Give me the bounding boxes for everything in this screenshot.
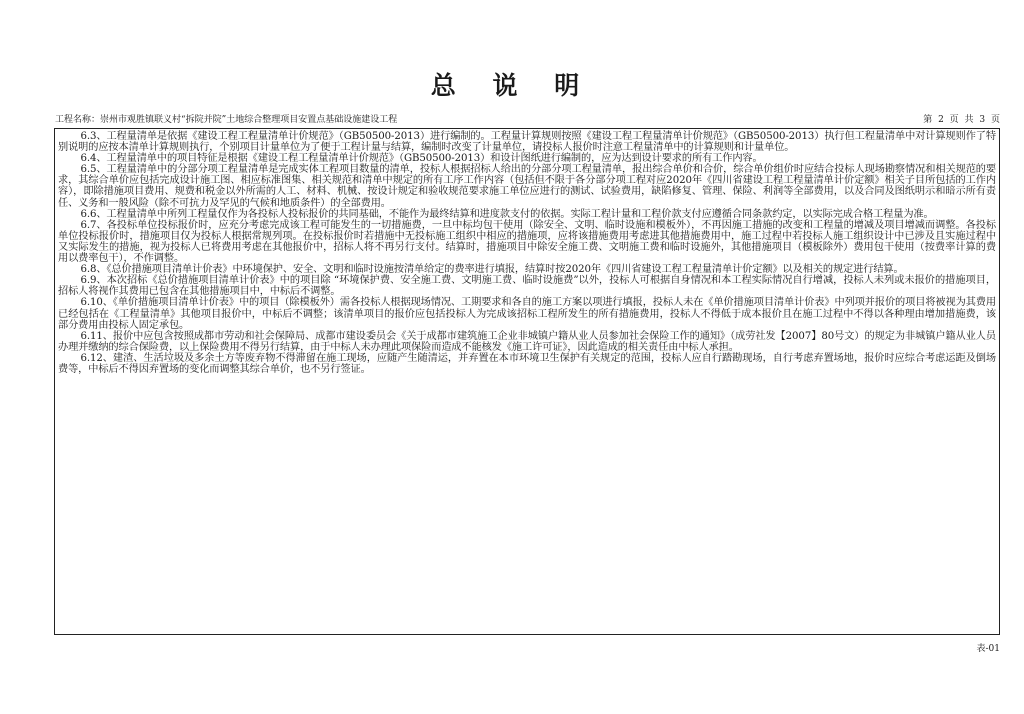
header-row [55,113,1000,127]
project-name: 工程名称：崇州市观胜镇联义村“拆院并院”土地综合整理项目安置点基础设施建设工程 [55,115,398,125]
document-title: 总 说 明 [430,71,594,100]
paragraph-6-6: 6.6、工程量清单中所列工程量仅作为各投标人投标报价的共同基础，不能作为最终结算和进度款支付的依据。实际工程计量和工程价款支付应遵循合同条款约定，以实际完成合格工程量为准。 [80,208,934,220]
content-frame [54,128,1000,635]
content-body [58,131,996,375]
paragraph-6-12: 6.12、建渣、生活垃圾及多余土方等废弃物不得滞留在施工现场，应随产生随清运，并弃置在本市环境卫生保护有关规定的范围，投标人应自行踏勘现场，自行考虑弃置场地，报价时应综合考虑运距及倒场费等，中标后不得因弃置场的变化而调整其综合单价，也不另行签证。 [58,352,996,375]
paragraph-6-11: 6.11、报价中应包含按照成都市劳动和社会保障局、成都市建设委员会《关于成都市建筑施工企业非城镇户籍从业人员参加社会保险工作的通知》（成劳社发【2007】80号文）的规定为非城镇户籍从业人员办理并缴纳的综合保险费，以上保险费用不得另行结算，由于中标人未办理此项保险而造成不能核发《施工许可证》，因此造成的相关责任由中标人承担。 [58,330,996,353]
page-info: 第 2 页 共 3 页 [923,115,1000,125]
paragraph-6-5: 6.5、工程量清单中的分部分项工程量清单是完成实体工程项目数量的清单，投标人根据招标人给出的分部分项工程量清单，报出综合单价和合价，综合单价组价时应结合投标人现场勘察情况和相关规范的要求，其综合单价应包括完成设计施工图、相应标准图集、相关规范和清单中规定的所有工序工作内容（包括但不限于各分部分项工程对应2020年《四川省建设工程工程量清单计价定额》相关子目所包括的工作内容），即除措施项目费用、规费和税金以外所需的人工、材料、机械、按设计规定和验收规范要求施工单位应进行的测试、试验费用，缺陷修复、管理、保险、利润等全部费用，以及合同及图纸明示和暗示所有责任、义务和一般风险（除不可抗力及罕见的气候和地质条件）的全部费用。 [58,164,996,209]
form-number: 表-01 [976,644,1000,654]
paragraph-6-10: 6.10、《单价措施项目清单计价表》中的项目（除模板外）需各投标人根据现场情况、工期要求和各自的施工方案以项进行填报，投标人未在《单价措施项目清单计价表》中列项并报价的项目将被视为其费用已经包括在《工程量清单》其他项目报价中，中标后不调整；该清单项目的报价应包括投标人为完成该招标工程所发生的所有措施费用，投标人不得低于成本报价且在施工过程中不得以各种理由增加措施费，该部分费用由投标人固定承包。 [58,297,996,331]
paragraph-6-7: 6.7、各投标单位投标报价时，应充分考虑完成该工程可能发生的一切措施费，一旦中标均包干使用（除安全、文明、临时设施和模板外），不再因施工措施的改变和工程量的增减及项目增减而调整。各投标单位投标报价时，措施项目仅为投标人根据常规列项。在投标报价时若措施中无投标施工组织中相应的措施项，应将该措施费用考虑进其他措施费用中，施工过程中若投标人施工组织设计中已涉及且实施过程中又实际发生的措施，视为投标人已将费用考虑在其他报价中，招标人将不再另行支付。结算时，措施项目中除安全施工费、文明施工费和临时设施外，其他措施项目（模板除外）费用包干使用（按费率计算的费用以费率包干），不作调整。 [58,219,996,265]
paragraph-6-9: 6.9、本次招标《总价措施项目清单计价表》中的项目除 “环境保护费、安全施工费、文明施工费、临时设施费”以外，投标人可根据自身情况和本工程实际情况自行增减，投标人未列或未报价的措施项目，招标人将视作其费用已包含在其他措施项目中，中标后不调整。 [58,275,996,298]
paragraph-6-3: 6.3、工程量清单是依据《建设工程工程量清单计价规范》（GB50500-2013）进行编制的。工程量计算规则按照《建设工程工程量清单计价规范》（GB50500-2013）执行但工程量清单中对计算规则作了特别说明的应按本清单计算规则执行，个别项目计量单位为了便于工程计量与结算，编制时改变了计量单位，请投标人报价时注意工程量清单中的计算规则和计量单位。 [58,131,996,154]
paragraph-6-4: 6.4、工程量清单中的项目特征是根据《建设工程工程量清单计价规范》（GB50500-2013）和设计图纸进行编制的，应为达到设计要求的所有工作内容。 [80,153,763,165]
paragraph-6-8: 6.8、《总价措施项目清单计价表》中环境保护、安全、文明和临时设施按清单给定的费率进行填报，结算时按2020年《四川省建设工程工程量清单计价定额》以及相关的规定进行结算。 [80,264,904,276]
